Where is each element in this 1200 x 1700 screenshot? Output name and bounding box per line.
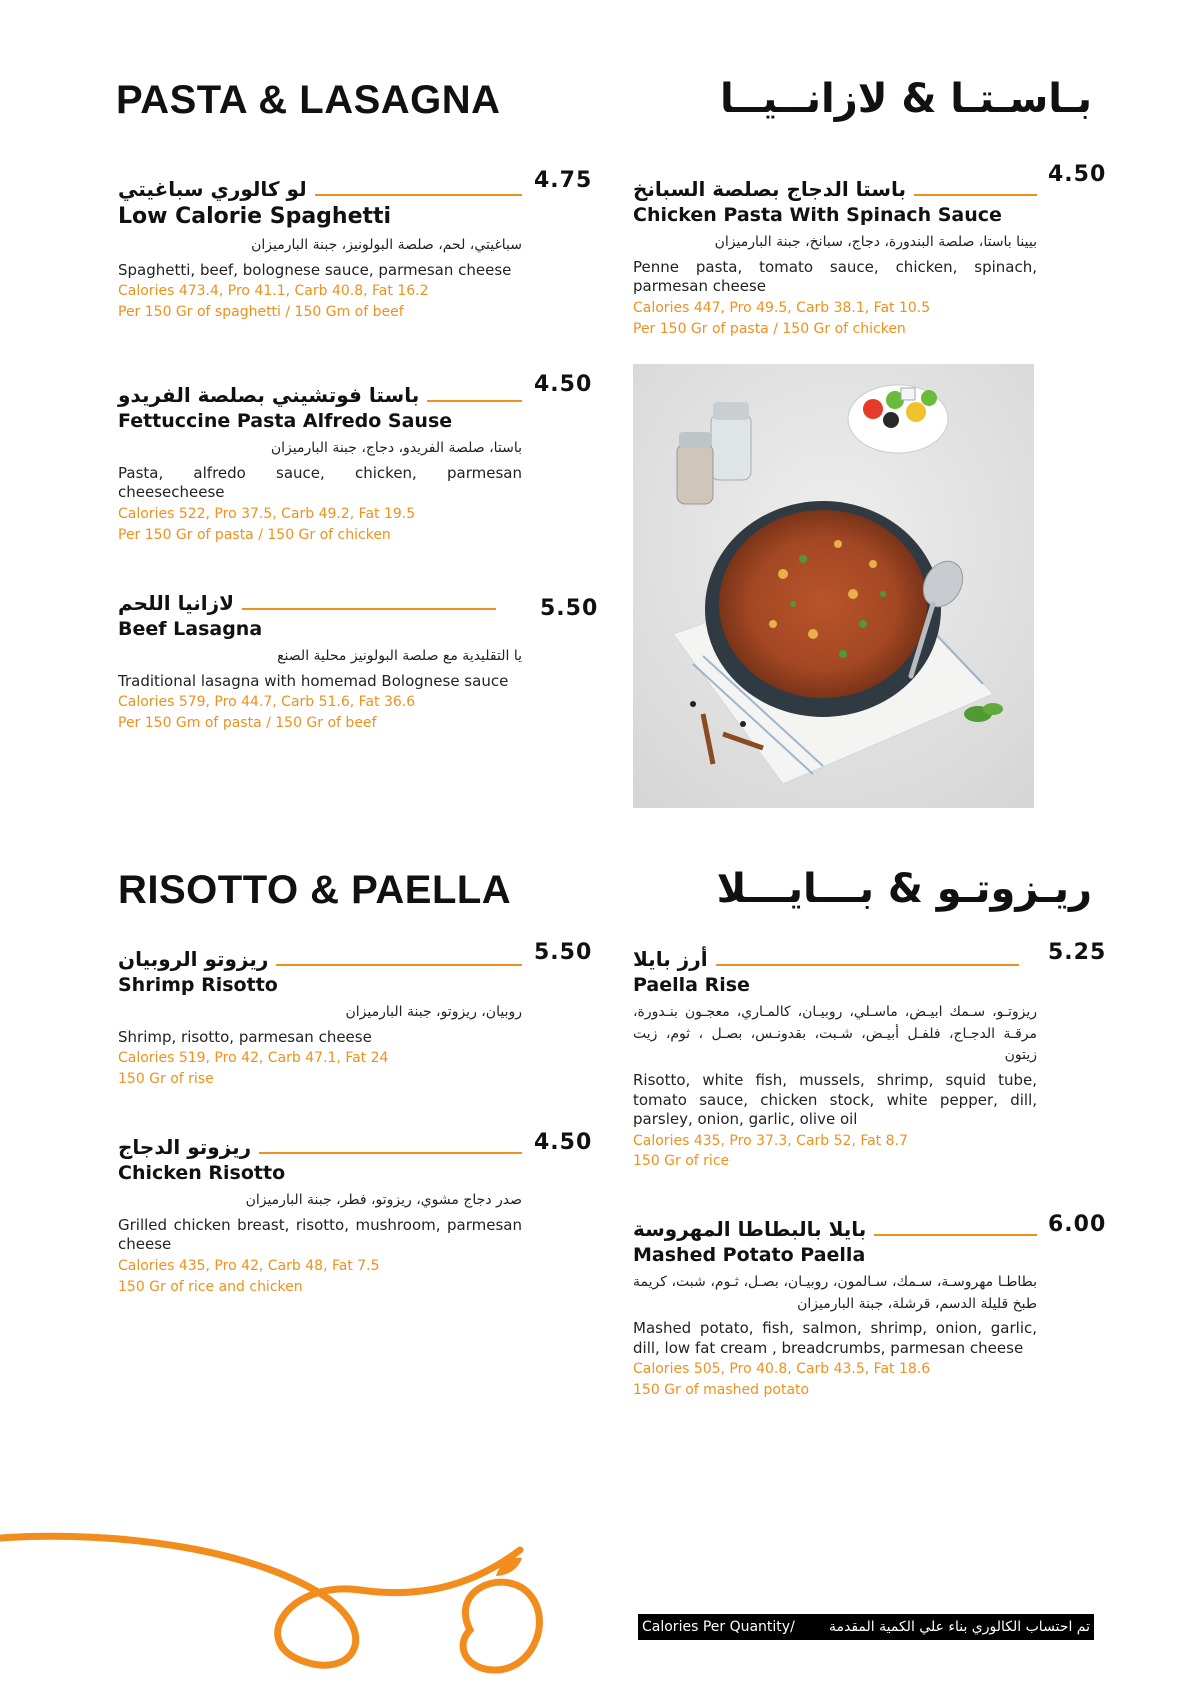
- item-divider: [716, 964, 1019, 966]
- item-header: [118, 1124, 522, 1158]
- item-description-en: Grilled chicken breast, risotto, mushroom, parmesan cheese: [118, 1215, 522, 1254]
- item-header: [633, 166, 1037, 200]
- pasta-section-title-ar: بـاسـتـا & لازانــيــا: [719, 76, 1092, 122]
- item-portion: Per 150 Gr of pasta / 150 Gr of chicken: [633, 320, 906, 337]
- item-calories: Calories 505, Pro 40.8, Carb 43.5, Fat 18.6: [633, 1361, 931, 1378]
- item-description-ar: يا التقليدية مع صلصة البولونيز محلية الصنع: [277, 648, 522, 664]
- item-description-ar: ريزوتـو، سـمك ابيـض، ماسـلي، روبيـان، كالمـاري، معجـون بنـدورة، مرقـة الدجـاج، فلفـل أبيـض، شـبت، بقدونـس، بصـل ، ثوم، زيت زيتون: [633, 1004, 1037, 1064]
- item-description-en: Shrimp, risotto, parmesan cheese: [118, 1027, 372, 1046]
- item-description-en: Mashed potato, fish, salmon, shrimp, onion, garlic, dill, low fat cream , breadcrumbs, parmesan cheese: [633, 1319, 1037, 1357]
- item-divider: [242, 608, 496, 610]
- item-name-en: Chicken Pasta With Spinach Sauce: [633, 204, 1002, 226]
- item-header: [118, 166, 522, 200]
- item-header: [118, 372, 522, 406]
- item-portion: Per 150 Gr of spaghetti / 150 Gm of beef: [118, 304, 404, 321]
- item-description-en: Spaghetti, beef, bolognese sauce, parmesan cheese: [118, 260, 512, 279]
- menu-item-beef-lasagna: [118, 580, 522, 733]
- item-description-ar: باستا، صلصة الفريدو، دجاج، جبنة البارميزان: [270, 440, 522, 456]
- item-name-en: Mashed Potato Paella: [633, 1244, 866, 1266]
- item-description-en: Pasta, alfredo sauce, chicken, parmesan cheesecheese: [118, 463, 522, 502]
- calories-note-en: Calories Per Quantity/: [642, 1619, 795, 1635]
- item-divider: [276, 964, 522, 966]
- orange-swirl-decoration: [0, 1510, 560, 1700]
- menu-item-low-calorie-spaghetti: [118, 166, 522, 322]
- price-beef-lasagna: 5.50: [540, 596, 599, 621]
- price-fettuccine-alfredo: 4.50: [534, 372, 593, 397]
- pasta-bowl-photo: [633, 364, 1034, 808]
- item-portion: Per 150 Gr of pasta / 150 Gr of chicken: [118, 526, 391, 543]
- item-divider: [914, 194, 1037, 196]
- menu-item-shrimp-risotto: [118, 936, 522, 1089]
- item-calories: Calories 473.4, Pro 41.1, Carb 40.8, Fat 16.2: [118, 283, 429, 300]
- item-name-ar: ريزوتو الروبيان: [118, 947, 269, 971]
- price-chicken-pasta-spinach: 4.50: [1048, 162, 1107, 187]
- menu-item-mashed-potato-paella: [633, 1206, 1037, 1400]
- item-divider: [874, 1234, 1037, 1236]
- price-chicken-risotto: 4.50: [534, 1130, 593, 1155]
- price-mashed-potato-paella: 6.00: [1048, 1212, 1107, 1237]
- item-calories: Calories 435, Pro 37.3, Carb 52, Fat 8.7: [633, 1132, 908, 1149]
- item-calories: Calories 519, Pro 42, Carb 47.1, Fat 24: [118, 1050, 389, 1067]
- item-name-ar: باستا الدجاج بصلصة السبانخ: [633, 177, 907, 201]
- item-calories: Calories 522, Pro 37.5, Carb 49.2, Fat 19.5: [118, 505, 416, 522]
- item-calories: Calories 579, Pro 44.7, Carb 51.6, Fat 36.6: [118, 694, 416, 711]
- item-name-en: Shrimp Risotto: [118, 974, 278, 996]
- item-portion: Per 150 Gm of pasta / 150 Gr of beef: [118, 715, 377, 732]
- item-header: [633, 936, 1037, 970]
- item-name-ar: باستا فوتشيني بصلصة الفريدو: [118, 383, 420, 407]
- item-portion: 150 Gr of rice: [633, 1153, 730, 1170]
- item-header: [118, 580, 522, 614]
- item-header: [633, 1206, 1037, 1240]
- item-name-ar: ريزوتو الدجاج: [118, 1135, 252, 1159]
- item-calories: Calories 435, Pro 42, Carb 48, Fat 7.5: [118, 1257, 380, 1274]
- item-description-ar: بطاطـا مهروسـة، سـمك، سـالمون، روبيـان، بصـل، ثـوم، شبت، كريمة طبخ قليلة الدسم، قرشلة، جبنة البارميزان: [633, 1274, 1037, 1312]
- item-calories: Calories 447, Pro 49.5, Carb 38.1, Fat 10.5: [633, 299, 931, 316]
- item-portion: 150 Gr of rice and chicken: [118, 1278, 303, 1295]
- item-header: [118, 936, 522, 970]
- item-divider: [427, 400, 522, 402]
- calories-note-bar: [638, 1614, 1094, 1640]
- item-portion: 150 Gr of mashed potato: [633, 1382, 810, 1399]
- item-name-en: Low Calorie Spaghetti: [118, 204, 392, 229]
- price-low-calorie-spaghetti: 4.75: [534, 168, 593, 193]
- item-description-en: Penne pasta, tomato sauce, chicken, spinach, parmesan cheese: [633, 257, 1037, 296]
- item-name-ar: أرز بايلا: [633, 947, 708, 971]
- item-name-en: Fettuccine Pasta Alfredo Sause: [118, 410, 453, 432]
- pasta-section-title: PASTA & LASAGNA: [116, 78, 501, 122]
- menu-item-chicken-pasta-spinach: [633, 166, 1037, 338]
- item-description-ar: روبيان، ريزوتو، جبنة البارميزان: [345, 1004, 522, 1020]
- item-name-ar: لازانيا اللحم: [118, 591, 235, 615]
- item-name-ar: لو كالوري سباغيتي: [118, 177, 307, 201]
- item-description-en: Traditional lasagna with homemad Bolognese sauce: [118, 671, 509, 690]
- risotto-section-title: RISOTTO & PAELLA: [118, 868, 512, 912]
- menu-item-fettuccine-alfredo: [118, 372, 522, 544]
- item-description-ar: صدر دجاج مشوي، ريزوتو، فطر، جبنة البارميزان: [245, 1192, 522, 1208]
- item-name-en: Chicken Risotto: [118, 1162, 286, 1184]
- item-name-ar: بايلا بالبطاطا المهروسة: [633, 1217, 867, 1241]
- menu-item-chicken-risotto: [118, 1124, 522, 1296]
- item-description-ar: سباغيتي، لحم، صلصة البولونيز، جبنة البارميزان: [251, 237, 522, 253]
- item-divider: [259, 1152, 522, 1154]
- price-shrimp-risotto: 5.50: [534, 940, 593, 965]
- price-paella-rise: 5.25: [1048, 940, 1107, 965]
- calories-note-ar: تم احتساب الكالوري بناء علي الكمية المقدمة: [828, 1619, 1090, 1635]
- item-name-en: Paella Rise: [633, 974, 750, 996]
- item-description-ar: بيينا باستا، صلصة البندورة، دجاج، سبانخ، جبنة البارميزان: [714, 234, 1037, 250]
- item-divider: [315, 194, 522, 196]
- menu-item-paella-rise: [633, 936, 1037, 1171]
- item-name-en: Beef Lasagna: [118, 618, 263, 640]
- item-portion: 150 Gr of rise: [118, 1071, 214, 1088]
- item-description-en: Risotto, white fish, mussels, shrimp, squid tube, tomato sauce, chicken stock, white pepper, dill, parsley, onion, garlic, olive oil: [633, 1071, 1037, 1129]
- risotto-section-title-ar: ريـزوتـو & بـــايـــلا: [716, 866, 1092, 912]
